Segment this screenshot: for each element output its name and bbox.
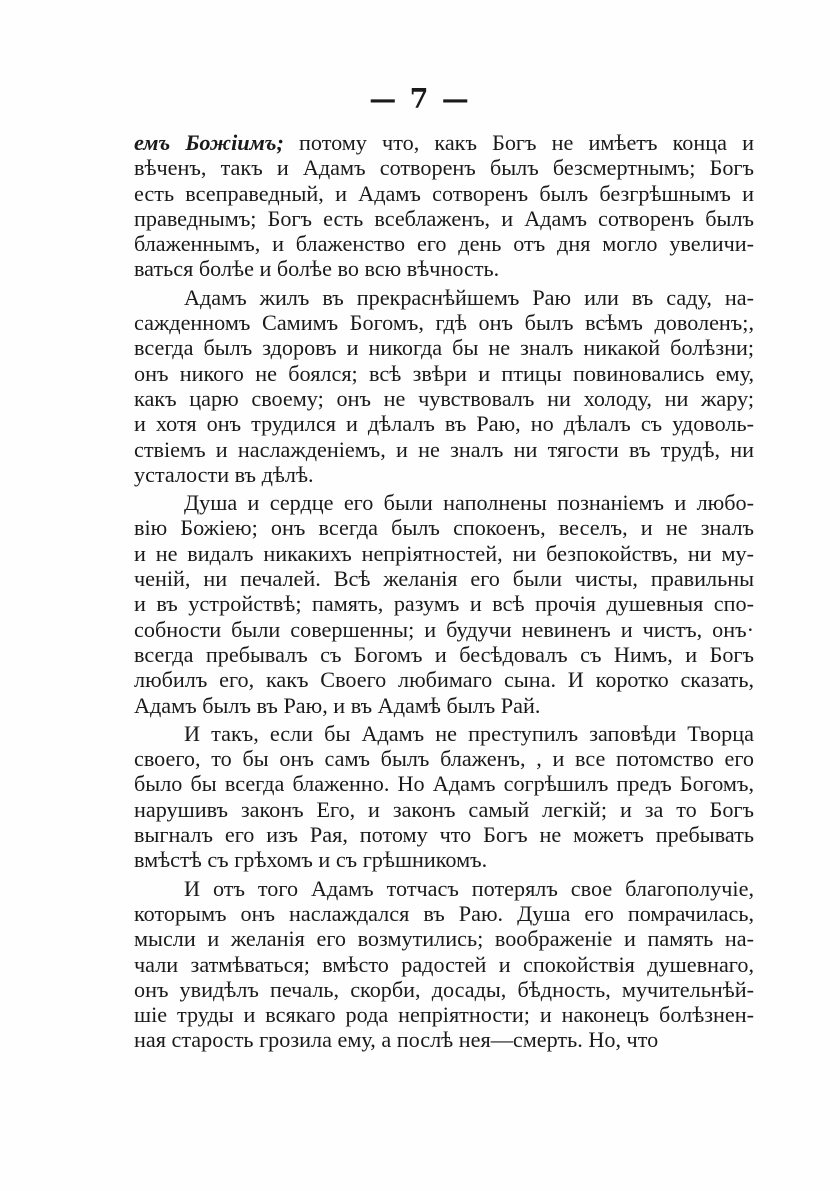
line-text: Душа и сердце его были наполнены познанiемъ и любо- <box>184 490 754 516</box>
text-line <box>134 566 754 591</box>
line-text: было бы всегда блаженно. Но Адамъ согрѣшилъ предъ Богомъ, <box>134 771 754 797</box>
text-line <box>134 541 754 566</box>
line-text: ствiемъ и наслажденiемъ, и не зналъ ни тягости въ трудѣ, ни <box>134 436 754 462</box>
line-text: и хотя онъ трудился и дѣлалъ въ Раю, но дѣлалъ съ удоволь- <box>134 411 754 437</box>
text-line <box>134 642 754 667</box>
line-text: ваться болѣе и болѣе во всю вѣчность. <box>134 256 500 282</box>
line-text: онъ увидѣлъ печаль, скорби, досады, бѣдность, мучительнѣй- <box>134 976 754 1002</box>
line-text: чали затмѣваться; вмѣсто радостей и спокойствiя душевнаго, <box>134 951 754 977</box>
line-text: любилъ его, какъ Своего любимаго сына. И коротко сказать, <box>134 667 754 693</box>
text-line <box>134 952 754 977</box>
text-line <box>134 721 754 746</box>
page-number: — 7 — <box>369 84 471 115</box>
text-line <box>134 876 754 901</box>
line-text: мысли и желанiя его возмутились; воображенiе и память на- <box>134 926 754 952</box>
emphasized-text: емъ Божiимъ; <box>134 130 284 155</box>
text-line <box>134 1002 754 1027</box>
line-text: праведнымъ; Богъ есть всеблаженъ, и Адамъ сотворенъ былъ <box>134 205 754 231</box>
text-line <box>134 591 754 616</box>
text-line <box>134 155 754 180</box>
line-text: вмѣстѣ съ грѣхомъ и съ грѣшникомъ. <box>134 847 488 873</box>
text-line <box>134 617 754 642</box>
line-text: потому что, какъ Богъ не имѣетъ конца и <box>283 130 754 155</box>
text-line <box>134 847 754 872</box>
text-line <box>134 490 754 515</box>
text-line <box>134 822 754 847</box>
page-body <box>134 130 754 1056</box>
text-line <box>134 746 754 771</box>
text-line <box>134 667 754 692</box>
text-line <box>134 285 754 310</box>
text-line <box>134 130 754 155</box>
line-text: онъ никого не боялся; всѣ звѣри и птицы повиновались ему, <box>134 360 754 386</box>
line-text: которымъ онъ наслаждался въ Раю. Душа его помрачилась, <box>134 900 754 926</box>
line-text: нарушивъ законъ Его, и законъ самый легкiй; и за то Богъ <box>134 796 754 822</box>
paragraph-gap <box>134 1053 754 1056</box>
text-line <box>134 231 754 256</box>
paragraph <box>134 876 754 1053</box>
line-text: Адамъ жилъ въ прекраснѣйшемъ Раю или въ саду, на- <box>184 284 754 310</box>
text-line <box>134 1027 754 1052</box>
line-text: собности были совершенны; и будучи невиненъ и чистъ, онъ· <box>134 616 754 642</box>
line-text: И отъ того Адамъ тотчасъ потерялъ свое благополучiе, <box>184 875 754 901</box>
text-line <box>134 181 754 206</box>
line-text: выгналъ его изъ Рая, потому что Богъ не можетъ пребывать <box>134 822 754 848</box>
line-text: всегда пребывалъ съ Богомъ и бесѣдовалъ съ Нимъ, и Богъ <box>134 641 754 667</box>
text-line <box>134 901 754 926</box>
text-line <box>134 437 754 462</box>
text-line <box>134 361 754 386</box>
text-line <box>134 926 754 951</box>
text-line <box>134 515 754 540</box>
line-text: вѣченъ, такъ и Адамъ сотворенъ былъ безсмертнымъ; Богъ <box>134 155 754 181</box>
line-text: и въ устройствѣ; память, разумъ и всѣ прочiя душевныя спо- <box>134 591 754 617</box>
line-text: всегда былъ здоровъ и никогда бы не зналъ никакой болѣзни; <box>134 335 754 361</box>
line-text: сажденномъ Самимъ Богомъ, гдѣ онъ былъ всѣмъ доволенъ;, <box>134 310 754 336</box>
text-line <box>134 693 754 718</box>
line-text: шiе труды и всякаго рода непрiятности; и наконецъ болѣзнен- <box>134 1002 754 1028</box>
line-text: есть всеправедный, и Адамъ сотворенъ былъ безгрѣшнымъ и <box>134 180 754 206</box>
text-line <box>134 797 754 822</box>
text-line <box>134 310 754 335</box>
line-text: вiю Божiею; онъ всегда былъ спокоенъ, веселъ, и не зналъ <box>134 515 754 541</box>
line-text: усталости въ дѣлѣ. <box>134 461 314 487</box>
text-line <box>134 386 754 411</box>
line-text: ченiй, ни печалей. Всѣ желанiя его были чисты, правильны <box>134 566 754 592</box>
text-line <box>134 411 754 436</box>
text-line <box>134 771 754 796</box>
paragraph <box>134 490 754 718</box>
line-text: блаженнымъ, и блаженство его день отъ дня могло увеличи- <box>134 231 754 257</box>
line-text: и не видалъ никакихъ непрiятностей, ни безпокойствъ, ни му- <box>134 540 754 566</box>
line-text: ная старость грозила ему, а послѣ нея—смерть. Но, что <box>134 1027 659 1053</box>
line-text: своего, то бы онъ самъ былъ блаженъ, , и все потомство его <box>134 746 754 772</box>
text-line <box>134 256 754 281</box>
paragraph <box>134 130 754 282</box>
line-text: какъ царю своему; онъ не чувствовалъ ни холоду, ни жару; <box>134 385 754 411</box>
line-text: И такъ, если бы Адамъ не преступилъ заповѣди Творца <box>184 720 754 746</box>
paragraph <box>134 285 754 487</box>
line-text: Адамъ былъ въ Раю, и въ Адамѣ былъ Рай. <box>134 692 541 718</box>
text-line <box>134 206 754 231</box>
text-line <box>134 462 754 487</box>
text-line <box>134 977 754 1002</box>
text-line <box>134 335 754 360</box>
paragraph <box>134 721 754 873</box>
